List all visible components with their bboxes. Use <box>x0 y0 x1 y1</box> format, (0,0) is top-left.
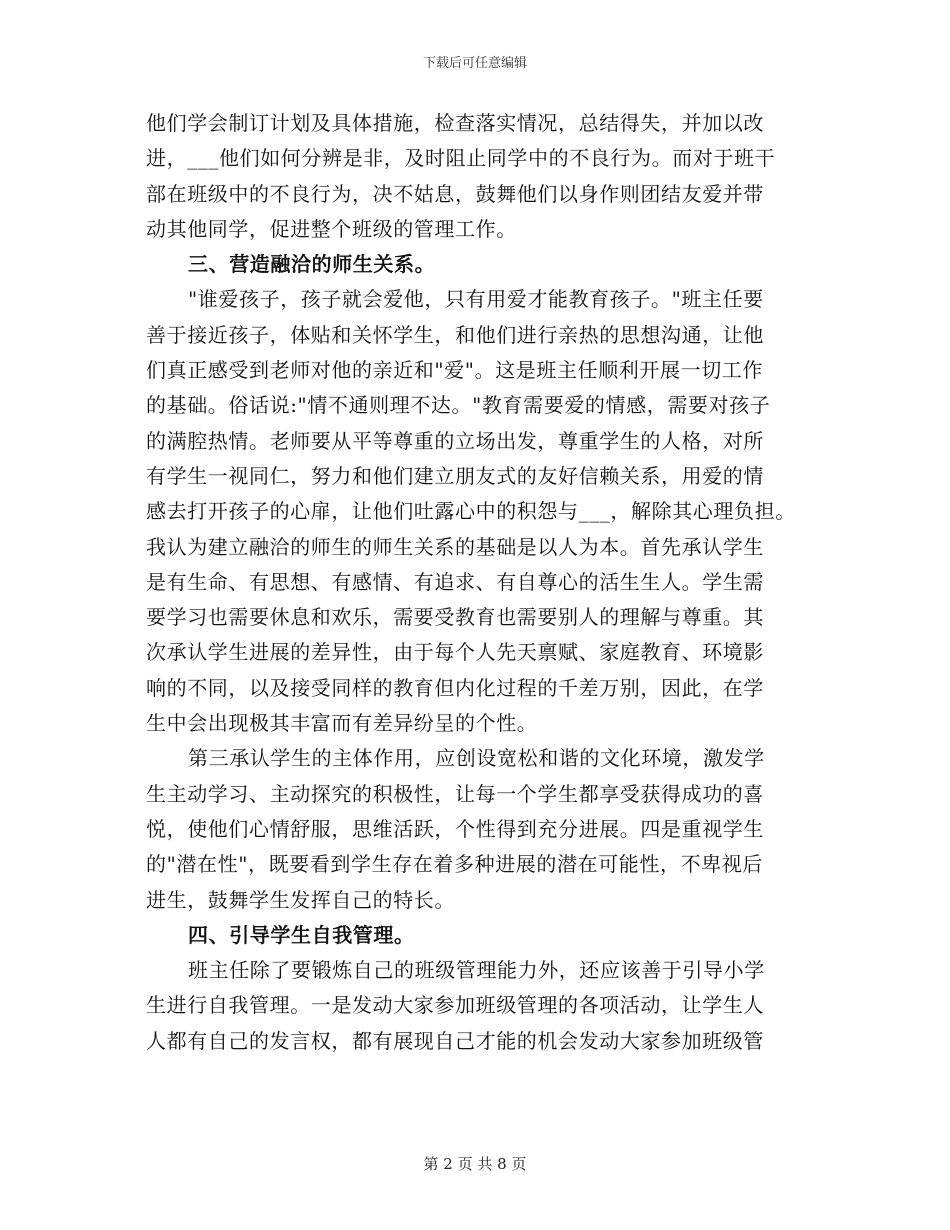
paragraph-line: 感去打开孩子的心扉，让他们吐露心中的积怨与___，解除其心理负担。 <box>146 499 796 524</box>
paragraph-line: 他们学会制订计划及具体措施，检查落实情况，总结得失，并加以改 <box>146 111 764 135</box>
paragraph-line: 次承认学生进展的差异性，由于每个人先天禀赋、家庭教育、环境影 <box>146 640 764 665</box>
paragraph-line: 进，___他们如何分辨是非，及时阻止同学中的不良行为。而对于班干 <box>146 146 776 171</box>
paragraph-line: "谁爱孩子，孩子就会爱他，只有用爱才能教育孩子。"班主任要 <box>188 287 764 312</box>
section-heading: 四、引导学生自我管理。 <box>188 922 415 947</box>
document-body <box>146 106 826 1059</box>
paragraph-line: 是有生命、有思想、有感情、有追求、有自尊心的活生生人。学生需 <box>146 569 764 594</box>
paragraph-line: 进生，鼓舞学生发挥自己的特长。 <box>146 887 455 912</box>
paragraph-line: 响的不同，以及接受同样的教育但内化过程的千差万别，因此，在学 <box>146 675 764 700</box>
paragraph-line: 要学习也需要休息和欢乐，需要受教育也需要别人的理解与尊重。其 <box>146 605 764 630</box>
paragraph-line: 们真正感受到老师对他的亲近和"爱"。这是班主任顺利开展一切工作 <box>146 358 763 383</box>
page-header: 下载后可任意编辑 <box>422 56 527 71</box>
paragraph-line: 的"潜在性"，既要看到学生存在着多种进展的潜在可能性，不卑视后 <box>146 852 763 877</box>
paragraph-line: 人都有自己的发言权，都有展现自己才能的机会发动大家参加班级管 <box>146 1028 764 1053</box>
paragraph-line: 的满腔热情。老师要从平等尊重的立场出发，尊重学生的人格，对所 <box>146 428 764 453</box>
paragraph-line: 部在班级中的不良行为，决不姑息，鼓舞他们以身作则团结友爱并带 <box>146 181 764 206</box>
paragraph-line: 生主动学习、主动探究的积极性，让每一个学生都享受获得成功的喜 <box>146 781 764 806</box>
paragraph-line: 生进行自我管理。一是发动大家参加班级管理的各项活动，让学生人 <box>146 993 764 1018</box>
paragraph-line: 有学生一视同仁，努力和他们建立朋友式的友好信赖关系，用爱的情 <box>146 463 764 488</box>
section-heading: 三、营造融洽的师生关系。 <box>188 252 436 277</box>
paragraph-line: 我认为建立融洽的师生的师生关系的基础是以人为本。首先承认学生 <box>146 534 764 559</box>
paragraph-line: 生中会出现极其丰富而有差异纷呈的个性。 <box>146 711 538 736</box>
paragraph-line: 悦，使他们心情舒服，思维活跃，个性得到充分进展。四是重视学生 <box>146 816 764 841</box>
paragraph-line: 善于接近孩子，体贴和关怀学生，和他们进行亲热的思想沟通，让他 <box>146 322 764 347</box>
page-number: 第 2 页 共 8 页 <box>423 1155 527 1173</box>
paragraph-line: 班主任除了要锻炼自己的班级管理能力外，还应该善于引导小学 <box>188 958 765 983</box>
paragraph-line: 的基础。俗话说:"情不通则理不达。"教育需要爱的情感，需要对孩子 <box>146 393 771 418</box>
paragraph-line: 第三承认学生的主体作用，应创设宽松和谐的文化环境，激发学 <box>188 746 765 771</box>
paragraph-line: 动其他同学，促进整个班级的管理工作。 <box>146 216 517 241</box>
